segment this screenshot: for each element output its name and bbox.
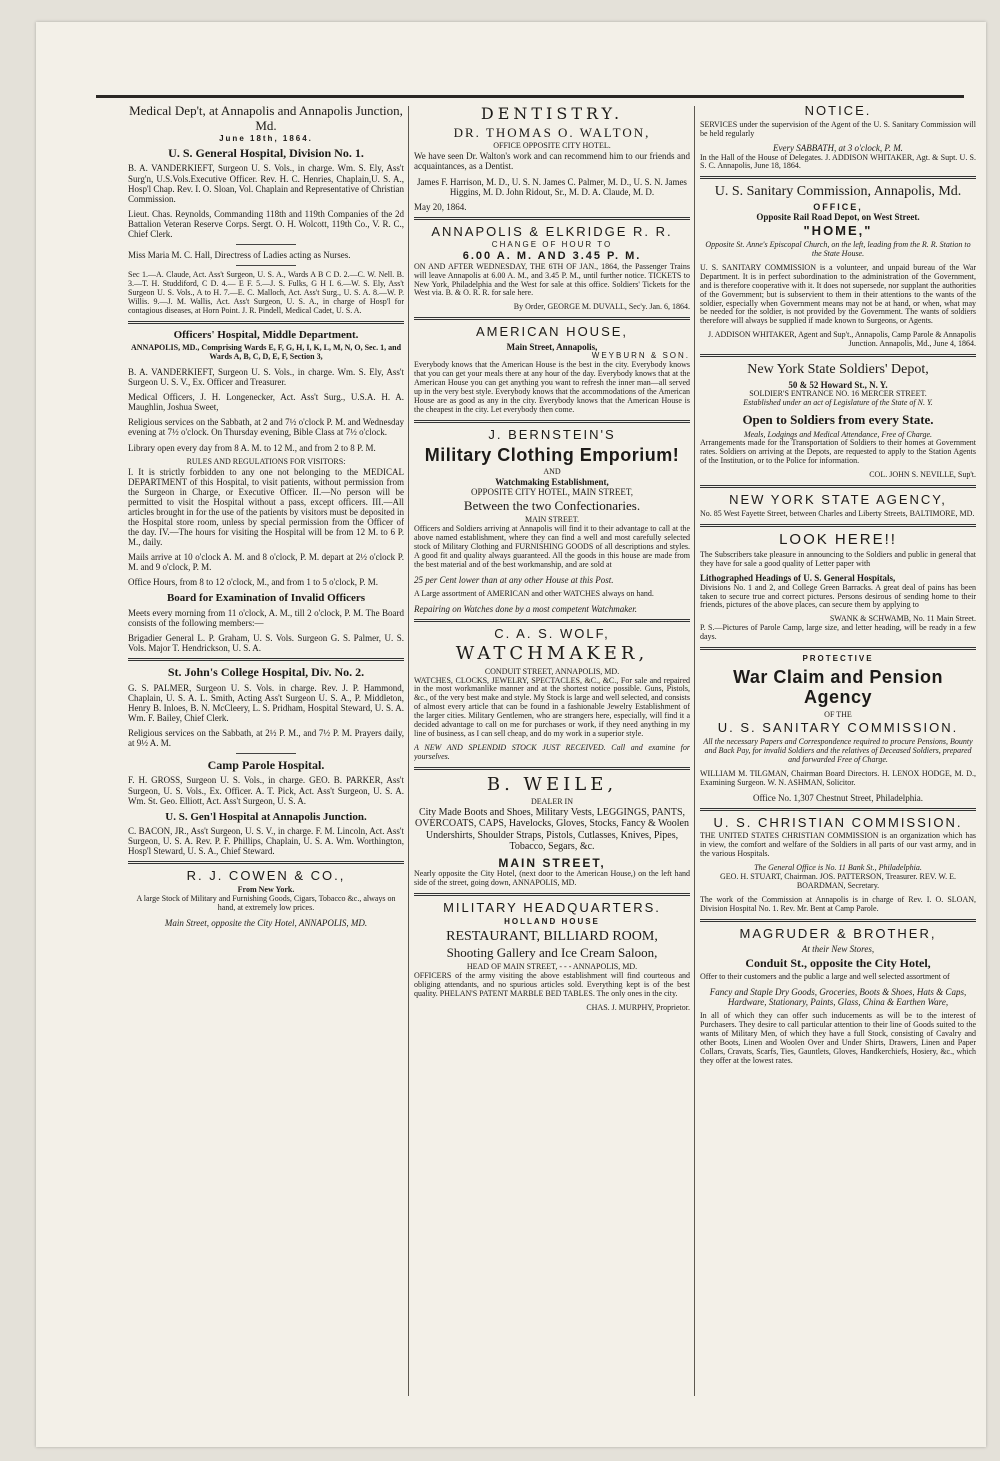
- division-1-nurses: Miss Maria M. C. Hall, Directress of Ladies acting as Nurses.: [128, 250, 351, 261]
- american-house-text: Everybody knows that the American House is the best in the city. Everybody knows that you can get your meals there at any hour of the day. Everybody knows that at the American House you can get anything you want to refresh the inner man—all served up in the very best style. Everybody knows that the accommodations of the American House are as good as any in the city. Everybody knows that the American House is the cheapest in the city. Let everybody then come.: [414, 359, 690, 414]
- ny-depot-sign: COL. JOHN S. NEVILLE, Sup't.: [869, 470, 976, 480]
- bernstein-between: Between the two Confectionaries.: [463, 498, 641, 514]
- railroad-text: ON AND AFTER WEDNESDAY, THE 6TH OF JAN., 1864, the Passenger Trains will leave Annapolis at 6.00 A. M., and 3.45 P. M., until further notice. TICKETS to New York, Philadelphia and the West for sale at this office. Soldiers' Tickets for the West via. B. & O. R. R. for sale here.: [414, 261, 690, 298]
- ny-depot-title: New York State Soldiers' Depot,: [747, 362, 929, 378]
- board-text: Meets every morning from 11 o'clock, A. M., till 2 o'clock, P. M. The Board consists of the following members:—: [128, 607, 404, 628]
- bernstein-emporium: Military Clothing Emporium!: [424, 445, 680, 466]
- usc-office: Office No. 1,307 Chestnut Street, Philadelphia.: [752, 792, 924, 803]
- bernstein-main: MAIN STREET.: [524, 515, 580, 525]
- wolf-text: WATCHES, CLOCKS, JEWELRY, SPECTACLES, &C., &C., For sale and repaired in the most workmanlike manner and at the shortest notice possible. Guns, Pistols, &c., of the very best make and style. My Stock is large and well selected, and consists of almost every article that can be found in a fashionable Jewelry Establishment of the larger cities. Military Gentlemen, who are strangers here, especially, will find it a decided advantage to call on me for purchases or work, if they need anything in my line of business, as I can sell cheap, and do my work in a superior style.: [414, 675, 690, 739]
- dentist-date: May 20, 1864.: [414, 201, 467, 212]
- ny-depot-established: Established under an act of Legislature of the State of N. Y.: [743, 398, 933, 407]
- sanitary-opposite: Opposite Rail Road Depot, on West Street.: [756, 212, 920, 223]
- cowen-text: A large Stock of Military and Furnishing Goods, Cigars, Tobacco &c., always on hand, at extremely low prices.: [136, 893, 396, 912]
- weile-dealer: DEALER IN: [531, 797, 573, 807]
- medical-dept-date: June 18th, 1864.: [219, 134, 313, 144]
- look-here-litho: Lithographed Headings of U. S. General Hospitals,: [700, 573, 896, 584]
- column-2: [414, 102, 690, 1407]
- wolf-address: CONDUIT STREET, ANNAPOLIS, MD.: [484, 666, 620, 676]
- railroad-title: ANNAPOLIS & ELKRIDGE R. R.: [431, 223, 673, 239]
- magruder-conduit: Conduit St., opposite the City Hotel,: [745, 955, 931, 970]
- magruder-sub: At their New Stores,: [801, 943, 875, 954]
- officers-hospital-staff: B. A. VANDERKIEFT, Surgeon U. S. Vols., in charge. Wm. S. Ely, Ass't Surgeon U. S. V., Ex. Officer and Treasurer.: [128, 367, 404, 388]
- mails-schedule: Mails arrive at 10 o'clock A. M. and 8 o'clock, P. M. depart at 2½ o'clock P. M. and 9 o'clock, P. M.: [128, 552, 404, 573]
- hq-holland-house: HOLLAND HOUSE: [504, 916, 600, 926]
- cowen-title: R. J. COWEN & CO.,: [186, 868, 346, 884]
- column-rule: [408, 106, 409, 1396]
- home-text: U. S. SANITARY COMMISSION is a volunteer, and unpaid bureau of the War Department. It is in perfect subordination to the administration of the Government, and is therefore cooperative with it. It does not supersede, nor supplant the authorities of the Government; but is subservient to them in their attentions to the wants of the soldier, especially when Government means may not be at hand, or when, what may be needed for the soldier, is not provided by the Government. The wants of soldiers therefore will always be supplied if made known to Surgeons, or Agents.: [700, 262, 976, 326]
- home-sub: Opposite St. Anne's Episcopal Church, on the left, leading from the R. R. Station to the State House.: [705, 239, 971, 258]
- column-1: [128, 102, 404, 1407]
- sanitary-office: OFFICE,: [813, 202, 863, 213]
- officers-hospital-title: Officers' Hospital, Middle Department.: [173, 328, 359, 341]
- railroad-sign: By Order, GEORGE M. DUVALL, Sec'y. Jan. 6, 1864.: [513, 302, 690, 312]
- american-house-sub: Main Street, Annapolis,: [506, 341, 598, 352]
- sanitary-title: U. S. Sanitary Commission, Annapolis, Md.: [714, 184, 962, 200]
- rules-title: RULES AND REGULATIONS FOR VISITORS:: [186, 456, 346, 466]
- ny-depot-address: 50 & 52 Howard St., N. Y.: [788, 379, 888, 390]
- wolf-new-stock: A NEW AND SPLENDID STOCK JUST RECEIVED. Call and examine for yourselves.: [414, 743, 690, 762]
- magruder-offer: Offer to their customers and the public a large and well selected assortment of: [700, 972, 950, 982]
- bernstein-price: 25 per Cent lower than at any other House at this Post.: [414, 574, 614, 585]
- dentistry-title: DENTISTRY.: [480, 104, 624, 123]
- office-hours: Office Hours, from 8 to 12 o'clock, M., and from 1 to 5 o'clock, P. M.: [128, 577, 379, 588]
- hq-shooting: Shooting Gallery and Ice Cream Saloon,: [446, 945, 658, 961]
- bernstein-watches: A Large assortment of AMERICAN and other WATCHES always on hand.: [414, 588, 654, 598]
- hq-head: HEAD OF MAIN STREET, - - - ANNAPOLIS, MD.: [466, 962, 638, 972]
- bernstein-and: AND: [543, 467, 561, 477]
- railroad-times: 6.00 A. M. AND 3.45 P. M.: [462, 250, 642, 263]
- hq-text: OFFICERS of the army visiting the above establishment will find courteous and obliging attendants, and no spurious articles sold. Everything kept is of the best quality. PHELAN'S PATENT MARBLE BED TABLES. The only ones in the city.: [414, 970, 690, 998]
- hq-sign: CHAS. J. MURPHY, Proprietor.: [586, 1002, 690, 1012]
- war-claim-title: War Claim and Pension Agency: [733, 667, 943, 708]
- look-here-text2: Divisions No. 1 and 2, and College Green Barracks. A great deal of pains has been taken to secure true and correct pictures. Persons desirous of sending home to their friends, pictures of the above places, can secure them by applying to: [700, 582, 976, 610]
- magruder-text: In all of which they can offer such inducements as will be to the interest of Purchasers. They desire to call particular attention to their line of Goods suited to the wants of Military Men, of which they have a full Stock, consisting of Cavalry and other Boots, Linen and Woolen Over and Under Shirts, Drawers, Linen and Paper Collars, Cravats, Scarfs, Ties, Gauntlets, Gloves, Handkerchiefs, Hosiery, &c., which they offer at the lowest rates.: [700, 1011, 976, 1065]
- look-here-title: LOOK HERE!!: [779, 530, 897, 548]
- st-johns-title: St. John's College Hospital, Div. No. 2.: [167, 665, 365, 680]
- camp-parole-staff: F. H. GROSS, Surgeon U. S. Vols., in charge. GEO. B. PARKER, Ass't Surgeon, U. S. Vols., Ex. Officer. A. T. Pick, Act. Ass't Surgeon, U. S. A. Wm. St. Geo. Elliott, Act. Ass't Surgeon, U. S. A.: [128, 775, 404, 806]
- notice-hall: In the Hall of the House of Delegates. J. ADDISON WHITAKER, Agt. & Supt. U. S. S. C. Annapolis, June 18, 1864.: [700, 152, 976, 171]
- religious-services: Religious services on the Sabbath, at 2 and 7½ o'clock P. M. and Wednesday evening at 7½ o'clock. On Thursday evening, Bible Class at 7½ o'clock.: [128, 417, 404, 438]
- dentist-office: OFFICE OPPOSITE CITY HOTEL.: [493, 141, 611, 151]
- bernstein-title: J. BERNSTEIN'S: [488, 426, 616, 442]
- weile-main-street: MAIN STREET,: [498, 855, 606, 870]
- wolf-watchmaker: WATCHMAKER,: [455, 643, 649, 665]
- ny-depot-entrance: SOLDIER'S ENTRANCE NO. 16 MERCER STREET.: [749, 389, 927, 399]
- top-rule: [96, 95, 964, 98]
- look-here-ps: P. S.—Pictures of Parole Camp, large size, and letter heading, will be ready in a few days.: [700, 623, 976, 642]
- weile-text: Nearly opposite the City Hotel, (next door to the American House,) on the left hand side of the street, going down, ANNAPOLIS, MD.: [414, 869, 690, 888]
- ny-agency-title: NEW YORK STATE AGENCY,: [729, 492, 947, 508]
- ny-agency-text: No. 85 West Fayette Street, between Charles and Liberty Streets, BALTIMORE, MD.: [700, 508, 975, 518]
- notice-text: SERVICES under the supervision of the Agent of the U. S. Sanitary Commission will be held regularly: [700, 119, 976, 138]
- protective-label: PROTECTIVE: [802, 654, 874, 664]
- division-1-staff: B. A. VANDERKIEFT, Surgeon U. S. Vols., in charge. Wm. S. Ely, Ass't Surg'n, U.S.Vols.Executive Officer. Rev. H. C. Henries, Chaplain,U. S. A., Hosp'l Chap. Rev. I. O. Sloan, Vol. Chaplain and Representative of Christian Commission.: [128, 163, 404, 204]
- ny-depot-text: Arrangements made for the Transportation of Soldiers to their homes at Government rates. Soldiers on arriving at the Depots, are requested to apply to the Station Agents of the Institution, or to the Police for information.: [700, 438, 976, 466]
- dentist-name: DR. THOMAS O. WALTON,: [453, 124, 651, 140]
- railroad-change: CHANGE OF HOUR TO: [491, 240, 613, 250]
- junction-hospital-title: U. S. Gen'l Hospital at Annapolis Junction.: [165, 810, 367, 823]
- bernstein-text: Officers and Soldiers arriving at Annapolis will find it to their advantage to call at the above named establishment, where they can find a well and most carefully selected stock of Military Clothing and FURNISHING GOODS of all descriptions and styles. A good fit and quality always guaranteed. All the goods in this house are made from the best material and of the best workmanship, and are sold at: [414, 523, 690, 569]
- of-the-label: OF THE: [824, 709, 852, 719]
- camp-parole-title: Camp Parole Hospital.: [207, 757, 325, 772]
- christian-office: The General Office is No. 11 Bank St., Philadelphia.: [754, 863, 922, 873]
- wolf-title: C. A. S. WOLF,: [494, 625, 610, 641]
- home-sign: J. ADDISON WHITAKER, Agent and Sup't., Annapolis, Camp Parole & Annapolis Junction. Annapolis, Md., June 4, 1864.: [708, 330, 976, 349]
- weile-goods: City Made Boots and Shoes, Military Vests, LEGGINGS, PANTS, OVERCOATS, CAPS, Havelocks, Gloves, Stocks, Fancy & Woolen Undershirts, Shoulder Straps, Pistols, Cutlasses, Knives, Pipes, Tobacco, Segars, &c.: [414, 807, 689, 852]
- junction-hospital-staff: C. BACON, JR., Ass't Surgeon, U. S. V., in charge. F. M. Lincoln, Act. Ass't Surgeon, U. S. A. Rev. P. F. Phillips, Chaplain, U. S. A. Wm. Worthington, Hosp'l Steward, U. S. A., Chief Steward.: [128, 825, 404, 857]
- dentist-text: We have seen Dr. Walton's work and can recommend him to our friends and acquaintances, as a Dentist.: [414, 151, 690, 172]
- bernstein-watchmaking: Watchmaking Establishment,: [495, 477, 609, 488]
- american-house-title: AMERICAN HOUSE,: [475, 324, 629, 340]
- home-title: "HOME,": [803, 223, 873, 239]
- board-members: Brigadier General L. P. Graham, U. S. Vols. Surgeon G. S. Palmer, U. S. Vols. Major T. Hendrickson, U. S. A.: [128, 632, 404, 653]
- christian-text: THE UNITED STATES CHRISTIAN COMMISSION is an organization which has in view, the comfort and welfare of the Soldiers in all parts of our vast army, and in the various Hospitals.: [700, 831, 976, 859]
- hq-restaurant: RESTAURANT, BILLIARD ROOM,: [446, 928, 658, 944]
- officers-hospital-sub: ANNAPOLIS, MD., Comprising Wards E, F, G, H, I, K, L, M, N, O, Sec. 1, and Wards A, B, C, D, E, F, Section 3,: [130, 343, 402, 362]
- magruder-goods: Fancy and Staple Dry Goods, Groceries, Boots & Shoes, Hats & Caps, Hardware, Stationary, Paints, Glass, China & Earthen Ware,: [709, 987, 967, 1008]
- board-title: Board for Examination of Invalid Officers: [166, 592, 366, 605]
- hq-title: MILITARY HEADQUARTERS.: [443, 900, 661, 916]
- column-3: [700, 102, 976, 1407]
- bernstein-address: OPPOSITE CITY HOTEL, MAIN STREET,: [471, 487, 633, 498]
- division-1-lieut: Lieut. Chas. Reynolds, Commanding 118th and 119th Companies of the 2d Battalion Veteran Reserve Corps. Sergt. O. H. Wolcott, 119th Co., V. R. C., Chief Clerk.: [128, 208, 404, 239]
- cowen-from: From New York.: [237, 884, 295, 894]
- medical-dept-title: Medical Dep't, at Annapolis and Annapolis Junction, Md.: [129, 103, 403, 133]
- american-house-owner: WEYBURN & SON.: [591, 351, 690, 360]
- rules-text: I. It is strictly forbidden to any one not belonging to the MEDICAL DEPARTMENT of this Hospital, to visit patients, without permission from the Surgeon in Charge, or Executive Officer. II.—No person will be permitted to visit the Hospital without a pass, except officers. III.—All articles brought in for the use of the patients by visitors must be deposited in the Hospital store room, unless by special permission from the Officer of the day. IV.—The hours for visiting the Hospital will be from 12 M. to 6 P. M., daily.: [128, 466, 404, 548]
- officers-hospital-medical: Medical Officers, J. H. Longenecker, Act. Ass't Surg., U.S.A. H. A. Maughlin, Joshua Sweet,: [128, 392, 404, 413]
- library-hours: Library open every day from 8 A. M. to 12 M., and from 2 to 8 P. M.: [128, 442, 376, 453]
- notice-title: NOTICE.: [804, 103, 872, 118]
- look-here-text: The Subscribers take pleasure in announcing to the Soldiers and public in general that they have for sale a good quality of Letter paper with: [700, 549, 976, 568]
- notice-every: Every SABBATH, at 3 o'clock, P. M.: [773, 143, 903, 154]
- st-johns-religious: Religious services on the Sabbath, at 2½ P. M., and 7½ P. M. Prayers daily, at 9½ A. M.: [128, 727, 404, 748]
- st-johns-staff: G. S. PALMER, Surgeon U. S. Vols. in charge. Rev. J. P. Hammond, Chaplain, U. S. A. L. Smith, Acting Ass't Surgeon U. S. A., P. Middleton, Henry B. Inloes, B. N. McCleery, L. S. Pridham, Hospital Steward, U. S. A. Wm. F. Bailey, Chief Clerk.: [128, 682, 404, 723]
- column-rule: [694, 106, 695, 1396]
- usc-text: All the necessary Papers and Correspondence required to procure Pensions, Bounty and Back Pay, for invalid Soldiers and the relatives of Deceased Soldiers, prepared and forwarded Free of Charge.: [703, 737, 973, 764]
- cowen-address: Main Street, opposite the City Hotel, ANNAPOLIS, MD.: [164, 917, 368, 928]
- christian-work: The work of the Commission at Annapolis is in charge of Rev. I. O. SLOAN, Division Hospital No. 1. Rev. Mr. Bent at Camp Parole.: [700, 895, 976, 914]
- christian-staff: GEO. H. STUART, Chairman. JOS. PATTERSON, Treasurer. REV. W. E. BOARDMAN, Secretary.: [719, 872, 957, 891]
- weile-title: B. WEILE,: [486, 774, 618, 796]
- look-here-sign: SWANK & SCHWAMB, No. 11 Main Street.: [829, 614, 976, 624]
- ny-depot-meals: Meals, Lodgings and Medical Attendance, Free of Charge.: [743, 429, 933, 439]
- usc-title: U. S. SANITARY COMMISSION.: [717, 720, 959, 736]
- christian-title: U. S. CHRISTIAN COMMISSION.: [713, 814, 963, 830]
- dentist-refs: James F. Harrison, M. D., U. S. N. James C. Palmer, M. D., U. S. N. James Higgins, M. D. John Ridout, Sr., M. D. A. Claude, M. D.: [417, 176, 687, 197]
- bernstein-repair: Repairing on Watches done by a most competent Watchmaker.: [414, 603, 638, 614]
- division-1-wards: Sec 1.—A. Claude, Act. Ass't Surgeon, U. S. A., Wards A B C D. 2.—C. W. Nell. B. 3.—T. H. Studdiford, C D. 4.— E F. 5.—J. S. Fulks, G H I. 6.—W. S. Ely, Ass't Surgeon U. S. Vols., A to H. 7.—E. C. Malloch, Act. Ass't Surg., U. S. A. 8.—W. P. Willis. 9.—J. M. Wallis, Act. Ass't Surgeon, U. S. A., in charge of Hosp'l for contagious diseases, at Horn Point. J. R. Pindell, Medical Cadet, U. S. A.: [128, 270, 404, 315]
- magruder-title: MAGRUDER & BROTHER,: [739, 926, 937, 942]
- division-1-title: U. S. General Hospital, Division No. 1.: [168, 146, 364, 161]
- ny-depot-open: Open to Soldiers from every State.: [742, 411, 934, 427]
- usc-sign: WILLIAM M. TILGMAN, Chairman Board Directors. H. LENOX HODGE, M. D., Examining Surgeon. W. N. ASHMAN, Solicitor.: [700, 768, 976, 787]
